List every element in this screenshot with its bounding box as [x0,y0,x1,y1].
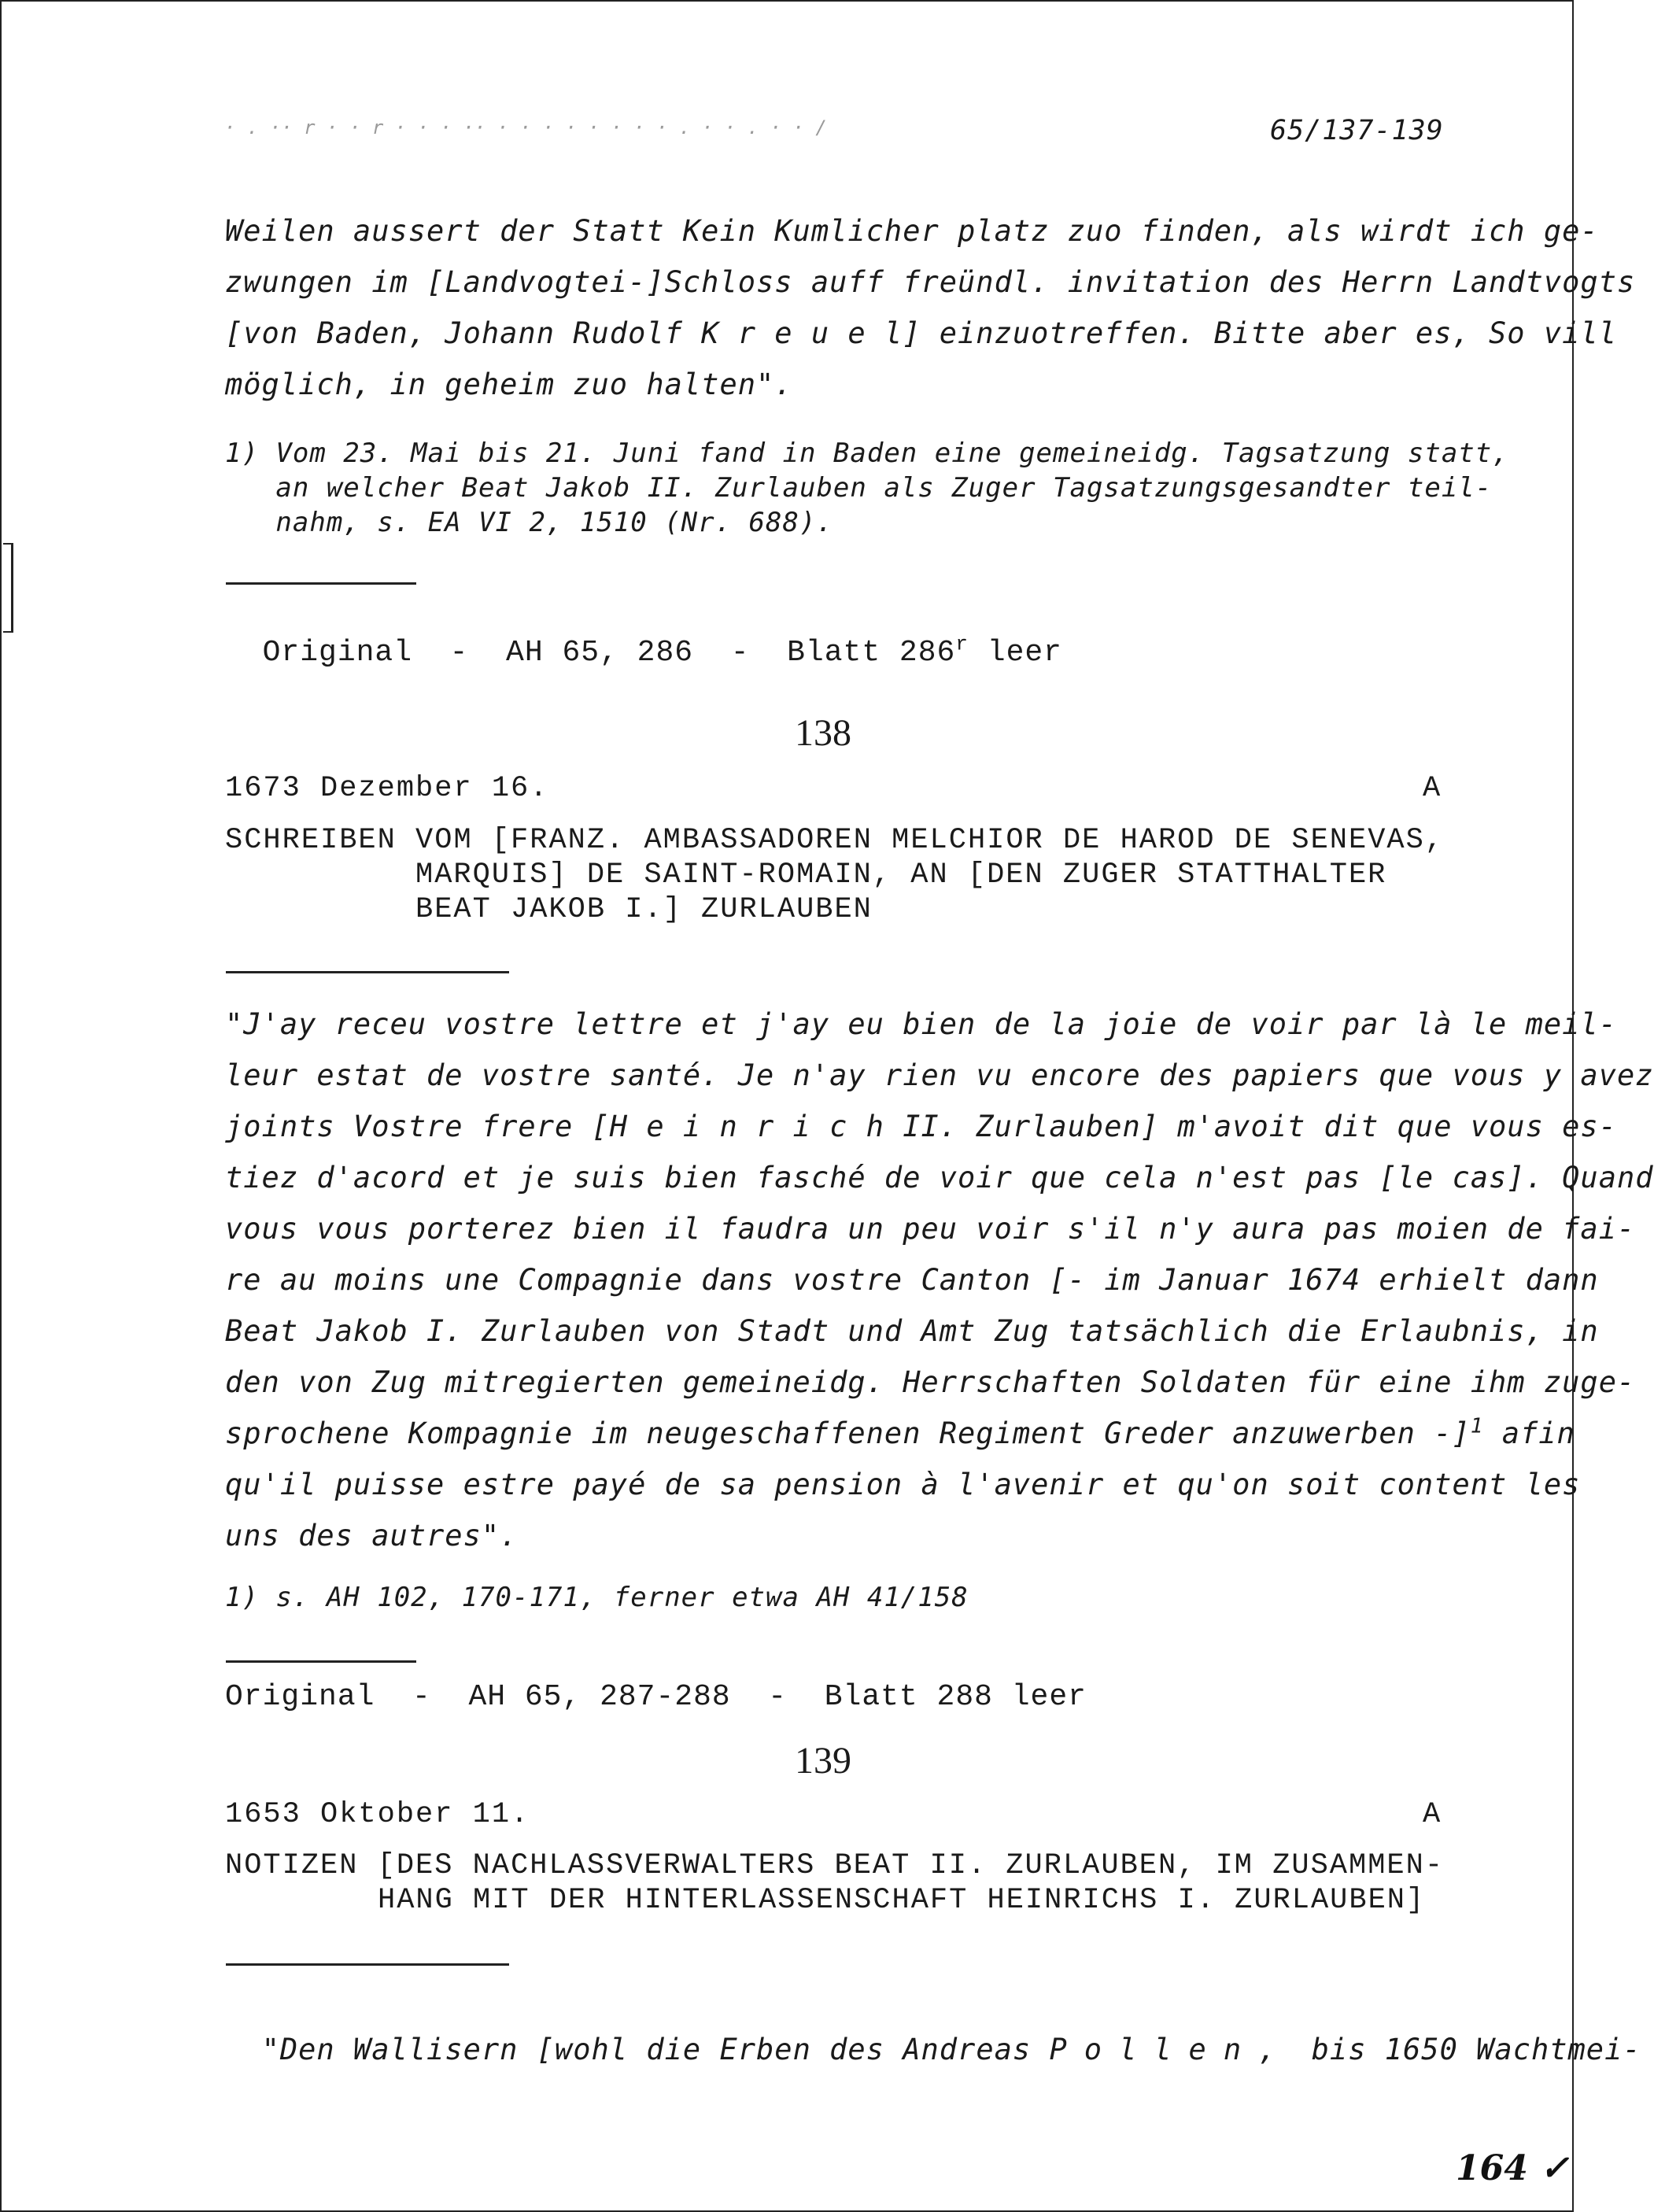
doc139-body-line [225,1999,1641,2066]
faint-header-text: · . ·· r · · r · · · ·· · · · · · · · · . · · . · · / [224,116,827,138]
body-line: "J'ay receu vostre lettre et j'ay eu bien de la joie de voir par là le meil- [225,1007,1617,1041]
page-reference: 65/137-139 [1270,115,1444,146]
body-line: zwungen im [Landvogtei-]Schloss auff freündl. invitation des Herrn Landtvogts [225,265,1636,299]
doc138-footnote: 1) s. AH 102, 170-171, ferner etwa AH 41/158 [225,1582,969,1613]
doc-number-138: 138 [795,712,851,754]
original-text: Original - AH 65, 286 - Blatt 286 [262,636,956,670]
body-line: uns des autres". [225,1519,519,1553]
body-line: joints Vostre frere [H e i n r i c h II. Zurlauben] m'avoit dit que vous es- [225,1110,1617,1143]
body-end: bis 1650 Wachtmei- [1293,2033,1641,2066]
doc139-letter: A [1423,1798,1442,1831]
footnote-line: 1) Vom 23. Mai bis 21. Juni fand in Baden eine gemeineidg. Tagsatzung statt, [225,438,1509,469]
footnote-line: an welcher Beat Jakob II. Zurlauben als Zuger Tagsatzungsgesandter teil- [225,472,1493,504]
doc-number-139: 139 [795,1740,851,1782]
footnote-marker: 1 [1470,1414,1484,1438]
original-suffix: leer [968,636,1062,670]
body-line: den von Zug mitregierten gemeineidg. Herrschaften Soldaten für eine ihm zuge- [225,1365,1636,1399]
body-line: [von Baden, Johann Rudolf K r e u e l] einzuotreffen. Bitte aber es, So vill [225,316,1617,350]
doc138-date: 1673 Dezember 16. [225,772,549,805]
doc138-letter: A [1423,772,1442,805]
doc138-original: Original - AH 65, 287-288 - Blatt 288 leer [225,1680,1087,1714]
body-line: möglich, in geheim zuo halten". [225,367,793,401]
separator-rule [226,1963,509,1966]
title-line: NOTIZEN [DES NACHLASSVERWALTERS BEAT II. ZURLAUBEN, IM ZUSAMMEN- [225,1849,1445,1882]
body-line: sprochene Kompagnie im neugeschaffenen Regiment Greder anzuwerben -] [225,1416,1471,1450]
body-line: Weilen aussert der Statt Kein Kumlicher platz zuo finden, als wirdt ich ge- [225,214,1599,248]
body-line: Beat Jakob I. Zurlauben von Stadt und Amt Zug tatsächlich die Erlaubnis, in [225,1314,1599,1348]
doc139-date: 1653 Oktober 11. [225,1798,530,1831]
body-line: vous vous porterez bien il faudra un peu voir s'il n'y aura pas moien de fai- [225,1212,1636,1246]
body-line: qu'il puisse estre payé de sa pension à l'avenir et qu'on soit content les [225,1468,1581,1501]
title-line: SCHREIBEN VOM [FRANZ. AMBASSADOREN MELCHIOR DE HAROD DE SENEVAS, [225,824,1445,857]
spaced-name: Pollen, [1049,2033,1294,2066]
title-line: MARQUIS] DE SAINT-ROMAIN, AN [DEN ZUGER STATTHALTER [415,859,1387,892]
body-line-suffix: afin [1483,1416,1575,1450]
body-line-with-footnote [225,1416,1575,1450]
handwritten-page-note: 164 ✓ [1456,2148,1570,2188]
body-start: "Den Wallisern [wohl die Erben des Andreas [261,2033,1032,2066]
margin-bracket [3,543,13,633]
separator-rule [226,1660,416,1663]
title-line: HANG MIT DER HINTERLASSENSCHAFT HEINRICHS I. ZURLAUBEN] [378,1884,1426,1917]
body-line: tiez d'acord et je suis bien fasché de voir que cela n'est pas [le cas]. Quand [225,1161,1654,1195]
title-line: BEAT JAKOB I.] ZURLAUBEN [415,893,873,926]
body-line: leur estat de vostre santé. Je n'ay rien vu encore des papiers que vous y avez [225,1058,1654,1092]
separator-rule [226,971,509,973]
separator-rule [226,582,416,585]
doc137-original [225,602,1062,670]
body-line: re au moins une Compagnie dans vostre Canton [- im Januar 1674 erhielt dann [225,1263,1599,1297]
footnote-line: nahm, s. EA VI 2, 1510 (Nr. 688). [225,507,833,538]
original-superscript: r [955,632,969,656]
